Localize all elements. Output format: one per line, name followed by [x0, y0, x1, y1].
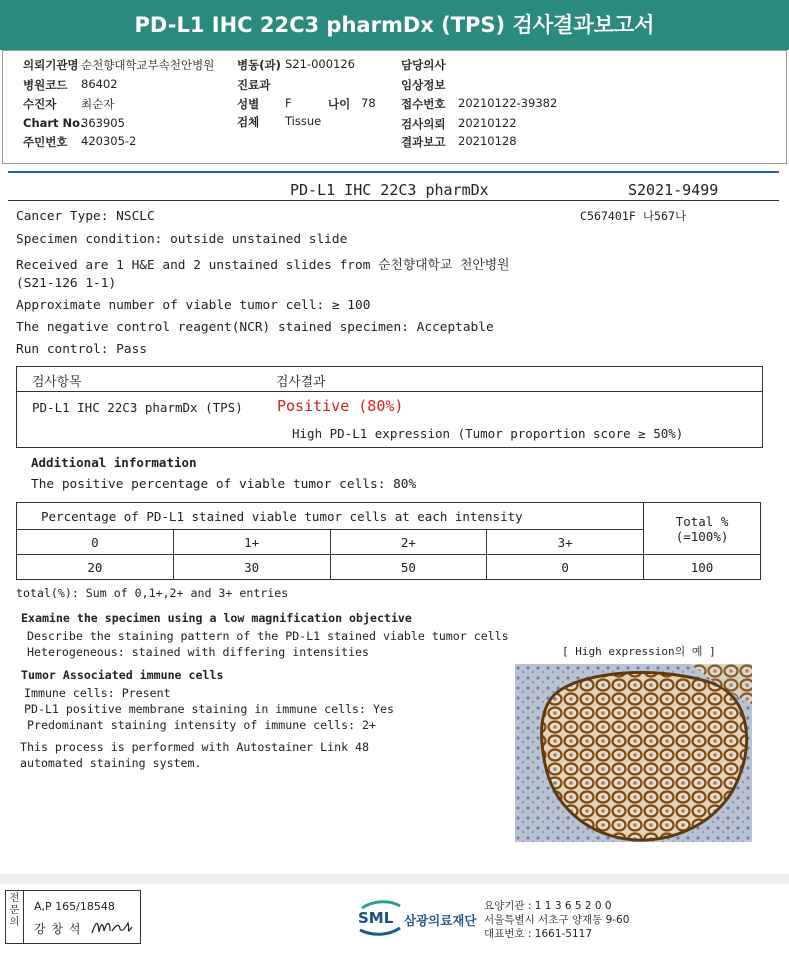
report-label: 결과보고	[401, 135, 446, 149]
specimen-condition-line: Specimen condition: outside unstained slide	[16, 232, 348, 247]
institution-label: 의뢰기관명	[23, 58, 79, 72]
recipient-value: 최순자	[81, 97, 115, 111]
intensity-col-3plus: 3+	[487, 530, 644, 555]
report-title-banner: PD-L1 IHC 22C3 pharmDx (TPS) 검사결과보고서	[0, 0, 789, 50]
signature-graphic	[90, 917, 134, 937]
stamp-name: 강 창 석	[34, 922, 82, 936]
age-label: 나이	[328, 97, 351, 111]
patient-info-panel	[2, 50, 787, 164]
stained-tissue-graphic	[515, 664, 752, 842]
cancer-type-line: Cancer Type: NSCLC	[16, 209, 155, 224]
additional-info-title: Additional information	[31, 455, 197, 470]
recipient-label: 수진자	[23, 97, 57, 111]
logo-org-name: 삼광의료재단	[404, 913, 477, 928]
org-code: 요양기관 : 1 1 3 6 5 2 0 0	[484, 900, 612, 912]
immune-title: Tumor Associated immune cells	[21, 668, 224, 682]
pathologist-stamp	[5, 890, 141, 944]
doctor-label: 담당의사	[401, 58, 446, 72]
total-header-cell	[644, 503, 761, 555]
process-line-1: This process is performed with Autostainer Link 48	[20, 740, 370, 754]
logo-mark-text: SML	[358, 909, 394, 927]
clinical-label: 임상정보	[401, 78, 446, 92]
examine-title: Examine the specimen using a low magnification objective	[21, 611, 412, 625]
intensity-val-3plus: 0	[487, 555, 644, 580]
stamp-vertical-label: 전문의	[6, 891, 24, 943]
received-line: Received are 1 H&E and 2 unstained slides from 순천향대학교 천안병원	[16, 258, 510, 273]
sex-label: 성별	[237, 97, 260, 111]
title-underline	[8, 200, 779, 201]
org-phone: 대표번호 : 1661-5117	[484, 928, 593, 940]
intensity-table	[16, 502, 761, 580]
intensity-val-2plus: 50	[330, 555, 487, 580]
additional-info-text: The positive percentage of viable tumor cells: 80%	[31, 477, 417, 492]
intensity-col-2plus: 2+	[330, 530, 487, 555]
clinic-label: 진료과	[237, 78, 271, 92]
report-number: S2021-9499	[628, 181, 719, 199]
dept-label: 병동(과)	[237, 58, 281, 72]
institution-value: 순천향대학교부속천안병원	[81, 58, 215, 72]
ihc-microscopy-image	[515, 664, 752, 842]
result-detail: High PD-L1 expression (Tumor proportion score ≥ 50%)	[292, 426, 684, 441]
immune-line-1: Immune cells: Present	[24, 686, 171, 700]
intensity-col-1plus: 1+	[173, 530, 330, 555]
accession-label: 접수번호	[401, 97, 446, 111]
result-item: PD-L1 IHC 22C3 pharmDx (TPS)	[32, 400, 243, 415]
intensity-val-0: 20	[17, 555, 174, 580]
test-name-heading: PD-L1 IHC 22C3 pharmDx	[290, 181, 489, 199]
image-caption: [ High expression의 예 ]	[562, 645, 716, 658]
slide-id-line: (S21-126 1-1)	[16, 276, 117, 291]
specimen-value: Tissue	[285, 114, 322, 128]
total-header-line1: Total %	[675, 513, 729, 529]
result-positive: Positive (80%)	[277, 397, 404, 415]
request-value: 20210122	[458, 116, 517, 130]
request-label: 검사의뢰	[401, 117, 446, 131]
immune-line-2: PD-L1 positive membrane staining in immune cells: Yes	[24, 702, 394, 716]
accession-value: 20210122-39382	[458, 96, 558, 110]
dept-value: S21-000126	[285, 57, 355, 71]
result-col1-header: 검사항목	[32, 375, 82, 390]
immune-line-3: Predominant staining intensity of immune cells: 2+	[27, 718, 377, 732]
total-header-line2: (=100%)	[675, 528, 729, 544]
result-box-divider	[17, 391, 762, 392]
age-value: 78	[361, 96, 376, 110]
ncr-line: The negative control reagent(NCR) stained specimen: Acceptable	[16, 320, 494, 335]
examine-line-1: Describe the staining pattern of the PD-L1 stained viable tumor cells	[27, 629, 509, 643]
stamp-id: A,P 165/18548	[34, 900, 115, 913]
intensity-table-header: Percentage of PD-L1 stained viable tumor cells at each intensity	[17, 503, 644, 530]
intensity-total: 100	[644, 555, 761, 580]
hospital-code-value: 86402	[81, 77, 118, 91]
footer-band	[0, 874, 789, 884]
chart-label: Chart No.	[23, 116, 85, 130]
sex-value: F	[285, 96, 292, 110]
process-line-2: automated staining system.	[20, 756, 202, 770]
specimen-label: 검체	[237, 115, 260, 129]
intensity-val-1plus: 30	[173, 555, 330, 580]
case-code: C567401F 나567나	[580, 209, 687, 223]
header-separator-blue	[8, 171, 779, 173]
examine-line-2: Heterogeneous: stained with differing intensities	[27, 645, 370, 659]
chart-value: 363905	[81, 116, 125, 130]
result-col2-header: 검사결과	[276, 375, 326, 390]
hospital-code-label: 병원코드	[23, 78, 68, 92]
intensity-col-0: 0	[17, 530, 174, 555]
total-note: total(%): Sum of 0,1+,2+ and 3+ entries	[16, 586, 289, 600]
id-value: 420305-2	[81, 134, 137, 148]
run-control-line: Run control: Pass	[16, 342, 147, 357]
org-address: 서울특별시 서초구 양재동 9-60	[484, 914, 630, 926]
id-label: 주민번호	[23, 135, 68, 149]
viable-tumor-line: Approximate number of viable tumor cell: ≥ 100	[16, 298, 371, 313]
report-value: 20210128	[458, 134, 517, 148]
